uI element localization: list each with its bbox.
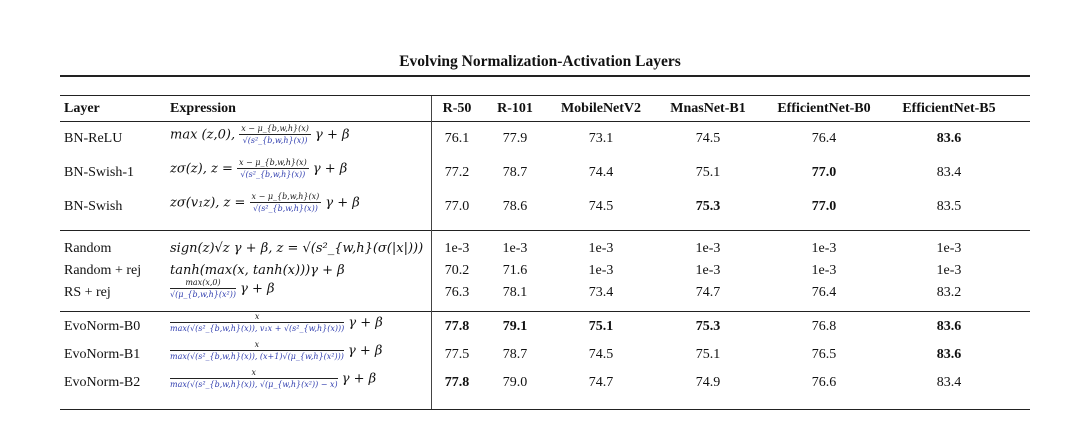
- table-cell-value: 77.2: [444, 165, 470, 180]
- header-efficientnet-b0: EfficientNet-B0: [777, 101, 871, 116]
- table-title: Evolving Normalization-Activation Layers: [399, 53, 681, 70]
- layer-name: Random + rej: [64, 263, 142, 278]
- expression-tail: γ + β: [235, 281, 275, 297]
- top-rule-thick: [60, 75, 1030, 77]
- table-cell-value: 1e-3: [588, 241, 614, 256]
- table-cell-value: 83.6: [936, 347, 962, 362]
- expression: [170, 240, 423, 258]
- layer-name: BN-ReLU: [64, 131, 123, 146]
- table-cell-value: 1e-3: [811, 263, 837, 278]
- expression-denominator: max(√(s²_{b,w,h}(x)), v₁x + √(s²_{w,h}(x))): [170, 324, 345, 333]
- table-cell-value: 77.5: [444, 347, 470, 362]
- header-r101: R-101: [497, 101, 533, 116]
- table-cell-value: 74.7: [695, 285, 721, 300]
- table-cell-value: 83.2: [936, 285, 962, 300]
- header-expression: Expression: [170, 101, 236, 116]
- table-cell-value: 76.4: [811, 131, 837, 146]
- table-cell-value: 74.4: [588, 165, 614, 180]
- expression-fraction: [170, 312, 344, 334]
- expression-denominator: √(s²_{b,w,h}(x)): [242, 136, 308, 145]
- table-cell-value: 73.4: [588, 285, 614, 300]
- layer-name: RS + rej: [64, 285, 111, 300]
- table-cell-value: 83.4: [936, 165, 962, 180]
- layer-name: Random: [64, 241, 112, 256]
- table-cell-value: 78.1: [502, 285, 528, 300]
- expression: [170, 124, 349, 146]
- table-cell-value: 1e-3: [811, 241, 837, 256]
- expression-fraction: [170, 278, 236, 300]
- group-rule-1: [60, 230, 1030, 231]
- table-cell-value: 1e-3: [695, 241, 721, 256]
- header-rule-top: [60, 95, 1030, 96]
- header-mnasnet-b1: MnasNet-B1: [670, 101, 746, 116]
- table-cell-value: 1e-3: [936, 241, 962, 256]
- table-cell-value: 83.6: [936, 131, 962, 146]
- table-cell-value: 77.8: [444, 375, 470, 390]
- table-cell-value: 1e-3: [936, 263, 962, 278]
- expression-fraction: [170, 340, 344, 362]
- bottom-rule: [60, 409, 1030, 410]
- table-cell-value: 73.1: [588, 131, 614, 146]
- header-efficientnet-b5: EfficientNet-B5: [902, 101, 996, 116]
- expression-numerator: x − μ_{b,w,h}(x): [239, 158, 307, 167]
- table-cell-value: 74.5: [588, 199, 614, 214]
- table-cell-value: 76.8: [811, 319, 837, 334]
- expression-denominator: √(s²_{b,w,h}(x)): [240, 170, 306, 179]
- table-cell-value: 77.9: [502, 131, 528, 146]
- expression-main: tanh(max(x, tanh(x)))γ + β: [170, 263, 345, 278]
- table-cell-value: 83.4: [936, 375, 962, 390]
- table-cell-value: 76.4: [811, 285, 837, 300]
- table-cell-value: 76.6: [811, 375, 837, 390]
- table-cell-value: 83.6: [936, 319, 962, 334]
- expression-numerator: x: [170, 368, 338, 379]
- table-cell-value: 75.3: [695, 319, 721, 334]
- table-cell-value: 77.0: [811, 165, 837, 180]
- expression: [170, 158, 347, 180]
- table-cell-value: 78.6: [502, 199, 528, 214]
- expression: [170, 192, 360, 214]
- table-cell-value: 78.7: [502, 165, 528, 180]
- header-r50: R-50: [442, 101, 472, 116]
- table-cell-value: 75.3: [695, 199, 721, 214]
- expression-fraction: [170, 368, 338, 390]
- expression: [170, 340, 382, 362]
- table-cell-value: 1e-3: [444, 241, 470, 256]
- expression-tail: γ + β: [321, 195, 360, 211]
- table-cell-value: 76.1: [444, 131, 470, 146]
- table-cell-value: 74.9: [695, 375, 721, 390]
- expression-fraction: [239, 124, 311, 146]
- expression: [170, 368, 376, 390]
- table-cell-value: 78.7: [502, 347, 528, 362]
- table-cell-value: 76.3: [444, 285, 470, 300]
- table-cell-value: 1e-3: [502, 241, 528, 256]
- table-cell-value: 75.1: [588, 319, 614, 334]
- table-cell-value: 71.6: [502, 263, 528, 278]
- layer-name: EvoNorm-B0: [64, 319, 141, 334]
- table-cell-value: 74.7: [588, 375, 614, 390]
- expression-numerator: x − μ_{b,w,h}(x): [241, 124, 309, 133]
- expression-denominator: max(√(s²_{b,w,h}(x)), (x+1)√(μ_{w,h}(x²))): [170, 352, 344, 361]
- table-cell-value: 1e-3: [695, 263, 721, 278]
- expression-tail: γ + β: [308, 161, 348, 177]
- expression-main: max (z,0),: [170, 127, 240, 143]
- expression-fraction: [237, 158, 309, 180]
- expression-main: zσ(v₁z), z =: [170, 195, 250, 211]
- expression-denominator: √(μ_{b,w,h}(x²)): [170, 290, 236, 299]
- header-layer: Layer: [64, 101, 100, 116]
- layer-name: BN-Swish-1: [64, 165, 135, 180]
- table-cell-value: 74.5: [588, 347, 614, 362]
- table-cell-value: 83.5: [936, 199, 962, 214]
- table-cell-value: 1e-3: [588, 263, 614, 278]
- expression-tail: γ + β: [343, 343, 383, 359]
- layer-name: BN-Swish: [64, 199, 123, 214]
- expression-numerator: x: [170, 340, 344, 351]
- table-cell-value: 77.0: [444, 199, 470, 214]
- table-cell-value: 79.1: [502, 319, 528, 334]
- table-cell-value: 77.8: [444, 319, 470, 334]
- table-cell-value: 79.0: [502, 375, 528, 390]
- table-cell-value: 76.5: [811, 347, 837, 362]
- expression-numerator: x − μ_{b,w,h}(x): [251, 192, 320, 201]
- expression-main: sign(z)√z γ + β, z = √(s²_{w,h}(σ(|x|))): [170, 241, 424, 256]
- expression: [170, 312, 383, 334]
- expression-tail: γ + β: [310, 127, 350, 143]
- header-mobilenetv2: MobileNetV2: [560, 101, 642, 116]
- table-cell-value: 70.2: [444, 263, 470, 278]
- table-cell-value: 77.0: [811, 199, 837, 214]
- expression-main: zσ(z), z =: [170, 161, 237, 177]
- expression-tail: γ + β: [344, 315, 383, 331]
- expression-numerator: x: [170, 312, 344, 323]
- table-cell-value: 75.1: [695, 165, 721, 180]
- layer-name: EvoNorm-B2: [64, 375, 141, 390]
- layer-name: EvoNorm-B1: [64, 347, 141, 362]
- header-rule-bottom: [60, 121, 1030, 122]
- expression-numerator: max(x,0): [170, 278, 236, 289]
- table-cell-value: 75.1: [695, 347, 721, 362]
- expression-fraction: [250, 192, 322, 214]
- table-cell-value: 74.5: [695, 131, 721, 146]
- expression: [170, 278, 275, 300]
- expression-denominator: max(√(s²_{b,w,h}(x)), √(μ_{w,h}(x²)) − x): [170, 380, 338, 389]
- expression-denominator: √(s²_{b,w,h}(x)): [252, 204, 318, 213]
- expression-tail: γ + β: [337, 371, 377, 387]
